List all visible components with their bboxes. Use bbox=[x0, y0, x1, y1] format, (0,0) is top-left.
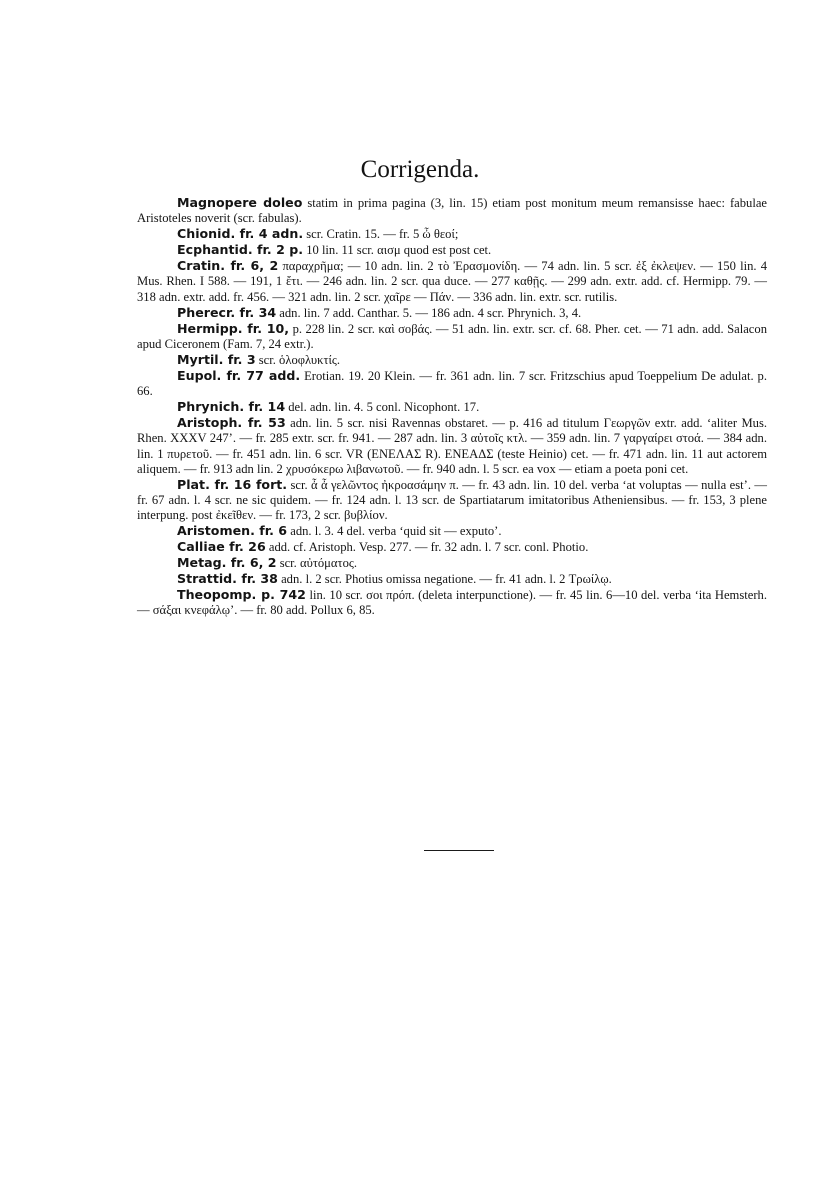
closing-rule bbox=[424, 850, 494, 851]
corrigendum-entry bbox=[137, 477, 767, 523]
entry-lead: Chionid. fr. 4 adn. bbox=[177, 226, 304, 242]
corrigendum-entry bbox=[137, 305, 767, 321]
entry-text: del. adn. lin. 4. 5 conl. Nicophont. 17. bbox=[285, 400, 480, 415]
entry-text: adn. lin. 5 scr. nisi Ravennas obstaret. — p. 416 ad titulum Γεωργῶν extr. add. ‘aliter Mus. Rhen. XXXV 247’. — fr. 285 extr. scr. fr. 941. — 287 adn. lin. 3 αὐτοῖς κτλ. — 359 adn. lin. 7 γαργαίρει στοά. — 384 adn. lin. 1 πυρετοῦ. — fr. 451 adn. lin. 6 scr. VR (ΕΝΕΛΑΣ R). ΕΝΕΑΔΣ (teste Heinio) cet. — fr. 471 adn. lin. 11 aut actorem aliquem. — fr. 913 adn lin. 2 χρυσόκερω λιβανωτοῦ. — fr. 940 adn. l. 5 scr. ea vox — etiam a poeta poni cet. bbox=[137, 416, 767, 476]
entry-lead: Hermipp. fr. 10, bbox=[177, 320, 290, 336]
entry-lead: Strattid. fr. 38 bbox=[177, 571, 278, 587]
corrigendum-entry bbox=[137, 571, 767, 587]
entry-lead: Cratin. fr. 6, 2 bbox=[177, 258, 279, 274]
entry-text: scr. αὐτόματος. bbox=[276, 556, 358, 571]
corrigendum-entry bbox=[137, 415, 767, 476]
corrigendum-entry bbox=[137, 226, 767, 242]
entry-text: statim in prima pagina (3, lin. 15) etiam post monitum meum remansisse haec: fabulae Aristoteles noverit (scr. fabulas). bbox=[137, 196, 767, 226]
entry-text: scr. Cratin. 15. — fr. 5 ὦ θεοί; bbox=[303, 227, 459, 242]
entry-text: Erotian. 19. 20 Klein. — fr. 361 adn. lin. 7 scr. Fritzschius apud Toeppelium De adulat. p. 66. bbox=[137, 369, 767, 399]
corrigenda-body bbox=[137, 195, 767, 619]
entry-text: adn. l. 3. 4 del. verba ‘quid sit — exputo’. bbox=[287, 523, 502, 538]
corrigendum-entry bbox=[137, 352, 767, 368]
corrigendum-entry bbox=[137, 258, 767, 304]
entry-lead: Magnopere doleo bbox=[177, 195, 303, 210]
entry-lead: Plat. fr. 16 fort. bbox=[177, 476, 288, 492]
entry-lead: Theopomp. p. 742 bbox=[177, 587, 306, 603]
entry-text: 10 lin. 11 scr. αισμ quod est post cet. bbox=[303, 243, 492, 258]
entry-lead: Phrynich. fr. 14 bbox=[177, 399, 286, 415]
entry-lead: Pherecr. fr. 34 bbox=[177, 304, 277, 320]
entry-text: add. cf. Aristoph. Vesp. 277. — fr. 32 adn. l. 7 scr. conl. Photio. bbox=[265, 540, 589, 555]
page-title: Corrigenda. bbox=[360, 156, 480, 183]
entry-text: adn. lin. 7 add. Canthar. 5. — 186 adn. 4 scr. Phrynich. 3, 4. bbox=[276, 305, 582, 320]
corrigendum-entry bbox=[137, 539, 767, 555]
corrigendum-entry bbox=[137, 399, 767, 415]
entry-text: scr. ἆ ἆ γελῶντος ἠκροασάμην π. — fr. 43 adn. lin. 10 del. verba ‘at voluptas — nulla est’. — fr. 67 adn. l. 4 scr. ne sic quidem. — fr. 124 adn. l. 13 scr. de Spartiatarum imitatoribus Atheniensibus. — fr. 153, 3 plene interpung. post ἐκεῖθεν. — fr. 173, 2 scr. βυβλίον. bbox=[137, 477, 767, 522]
entry-lead: Calliae fr. 26 bbox=[177, 539, 266, 555]
entry-lead: Aristomen. fr. 6 bbox=[177, 522, 288, 538]
entry-text: p. 228 lin. 2 scr. καὶ σοβάς. — 51 adn. lin. extr. scr. cf. 68. Pher. cet. — 71 adn. add. Salacon apud Ciceronem (Fam. 7, 24 extr.). bbox=[137, 321, 767, 351]
entry-text: scr. ὁλοφλυκτίς. bbox=[255, 352, 341, 367]
corrigendum-entry bbox=[137, 195, 767, 226]
entry-lead: Eupol. fr. 77 add. bbox=[177, 368, 301, 384]
corrigendum-entry bbox=[137, 321, 767, 352]
corrigendum-entry bbox=[137, 523, 767, 539]
entry-text: παραχρῆμα; — 10 adn. lin. 2 τὸ Ἐρασμονίδη. — 74 adn. lin. 5 scr. ἐξ ἐκλεψεν. — 150 lin. 4 Mus. Rhen. I 588. — 191, 1 ἔτι. — 246 adn. lin. 2 scr. qua duce. — 277 καθῇς. — 299 adn. extr. add. cf. Hermipp. 79. — 318 adn. extr. add. fr. 456. — 321 adn. lin. 2 scr. χαῖρε — Πάν. — 336 adn. lin. extr. scr. rutilis. bbox=[137, 259, 767, 304]
entry-lead: Ecphantid. fr. 2 p. bbox=[177, 242, 304, 258]
corrigendum-entry bbox=[137, 368, 767, 399]
entry-text: lin. 10 scr. σοι πρόπ. (deleta interpunctione). — fr. 45 lin. 6—10 del. verba ‘ita Hemsterh. — σάξαι κνεφάλῳ’. — fr. 80 add. Pollux 6, 85. bbox=[137, 588, 767, 618]
corrigendum-entry bbox=[137, 587, 767, 618]
corrigendum-entry bbox=[137, 555, 767, 571]
entry-text: adn. l. 2 scr. Photius omissa negatione. — fr. 41 adn. l. 2 Τρωίλῳ. bbox=[277, 572, 612, 587]
corrigendum-entry bbox=[137, 242, 767, 258]
entry-lead: Metag. fr. 6, 2 bbox=[177, 555, 277, 571]
entry-lead: Myrtil. fr. 3 bbox=[177, 351, 256, 367]
entry-lead: Aristoph. fr. 53 bbox=[177, 415, 286, 431]
